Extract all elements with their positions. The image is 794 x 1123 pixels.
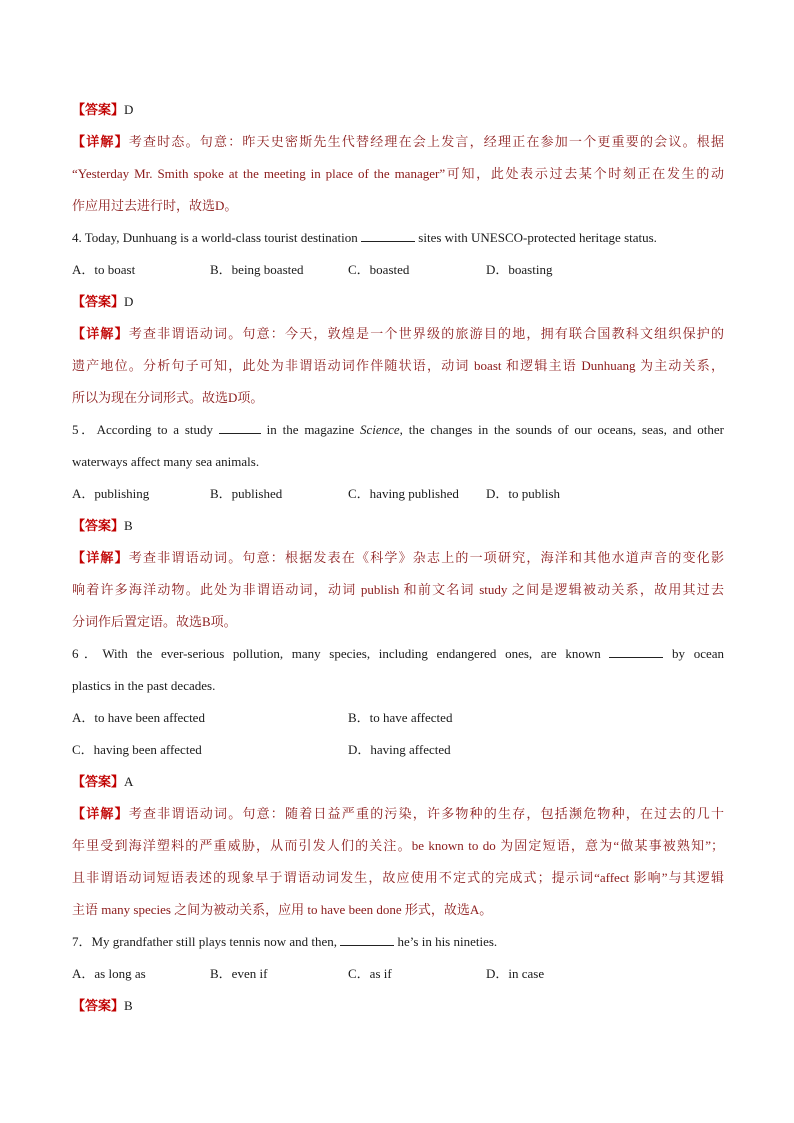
question-stem <box>72 222 724 254</box>
detail-label: 【详解】 <box>72 550 129 565</box>
stem-text: waterways affect many sea animals. <box>72 454 260 469</box>
question-stem-cont <box>72 670 724 702</box>
detail-line <box>72 798 724 830</box>
detail-line <box>72 126 724 158</box>
stem-text: 7．My grandfather still plays tennis now and then, <box>72 934 341 949</box>
option-b[interactable]: B．published <box>210 486 283 501</box>
option-d[interactable]: D．having affected <box>348 742 451 757</box>
answer-label: 【答案】 <box>72 518 125 533</box>
detail-text: 分词作后置定语。故选B项。 <box>72 614 237 629</box>
answer-line <box>72 766 724 798</box>
detail-label: 【详解】 <box>72 326 129 341</box>
option-a[interactable]: A．publishing <box>72 486 150 501</box>
detail-line <box>72 318 724 350</box>
option-c[interactable]: C．having published <box>348 486 459 501</box>
option-a[interactable]: A．to have been affected <box>72 710 205 725</box>
detail-text: 所以为现在分词形式。故选D项。 <box>72 390 264 405</box>
detail-text: 考查非谓语动词。句意：今天，敦煌是一个世界级的旅游目的地，拥有联合国教科文组织保护的 <box>128 326 724 341</box>
answer-label: 【答案】 <box>72 102 125 117</box>
detail-line <box>72 382 724 414</box>
detail-quote: “Yesterday Mr. Smith spoke at the meeting in place of the manager” <box>72 166 446 181</box>
option-b[interactable]: B．to have affected <box>348 710 453 725</box>
options-row <box>72 734 724 766</box>
answer-label: 【答案】 <box>72 998 125 1013</box>
detail-line <box>72 190 724 222</box>
answer-line <box>72 510 724 542</box>
options-row <box>72 478 724 510</box>
answer-label: 【答案】 <box>72 294 125 309</box>
stem-text: 4. Today, Dunhuang is a world-class tourist destination <box>72 230 362 245</box>
detail-text: 主语 many species 之间为被动关系，应用 to have been done 形式，故选A。 <box>72 902 493 917</box>
option-d[interactable]: D．boasting <box>486 262 553 277</box>
stem-text: sites with UNESCO-protected heritage status. <box>415 230 657 245</box>
answer-value: D <box>124 294 134 309</box>
option-a[interactable]: A．to boast <box>72 262 136 277</box>
question-stem <box>72 926 724 958</box>
detail-text: 遗产地位。分析句子可知，此处为非谓语动词作伴随状语，动词 boast 和逻辑主语 Dunhuang 为主动关系， <box>72 358 724 373</box>
detail-text: 考查非谓语动词。句意：随着日益严重的污染，许多物种的生存，包括濒危物种，在过去的几十 <box>128 806 724 821</box>
stem-text: in the magazine <box>260 422 360 437</box>
detail-line <box>72 542 724 574</box>
detail-line <box>72 574 724 606</box>
stem-italic: Science <box>359 422 400 437</box>
options-row <box>72 958 724 990</box>
detail-text: 作应用过去进行时，故选D。 <box>72 198 238 213</box>
options-row <box>72 254 724 286</box>
document-page <box>72 94 724 1022</box>
detail-line <box>72 894 724 926</box>
answer-label: 【答案】 <box>72 774 125 789</box>
option-c[interactable]: C．as if <box>348 966 392 981</box>
detail-label: 【详解】 <box>72 134 129 149</box>
detail-text: 响着许多海洋动物。此处为非谓语动词，动词 publish 和前文名词 study 之间是逻辑被动关系，故用其过去 <box>72 582 724 597</box>
detail-line <box>72 862 724 894</box>
answer-value: D <box>124 102 134 117</box>
option-d[interactable]: D．in case <box>486 966 545 981</box>
detail-text: 可知，此处表示过去某个时刻正在发生的动 <box>445 166 724 181</box>
detail-text: 年里受到海洋塑料的严重威胁，从而引发人们的关注。be known to do 为固定短语，意为“做某事被熟知”； <box>72 838 724 853</box>
answer-blank <box>219 419 261 434</box>
option-d[interactable]: D．to publish <box>486 486 561 501</box>
question-stem <box>72 638 724 670</box>
stem-text: by ocean <box>663 646 724 661</box>
detail-line <box>72 606 724 638</box>
answer-blank <box>361 227 415 242</box>
option-a[interactable]: A．as long as <box>72 966 146 981</box>
detail-line <box>72 350 724 382</box>
detail-text: 考查时态。句意：昨天史密斯先生代替经理在会上发言，经理正在参加一个更重要的会议。根据 <box>128 134 724 149</box>
answer-value: B <box>124 518 133 533</box>
stem-text: he’s in his nineties. <box>394 934 498 949</box>
answer-blank <box>340 931 394 946</box>
stem-text: plastics in the past decades. <box>72 678 216 693</box>
detail-line <box>72 158 724 190</box>
answer-line <box>72 286 724 318</box>
stem-text: 6．With the ever-serious pollution, many species, including endangered ones, are known <box>72 646 610 661</box>
option-b[interactable]: B．even if <box>210 966 268 981</box>
option-c[interactable]: C．having been affected <box>72 742 202 757</box>
answer-line <box>72 990 724 1022</box>
answer-blank <box>609 643 663 658</box>
question-stem-cont <box>72 446 724 478</box>
stem-text: , the changes in the sounds of our oceans, seas, and other <box>399 422 724 437</box>
detail-label: 【详解】 <box>72 806 129 821</box>
detail-text: 且非谓语动词短语表述的现象早于谓语动词发生，故应使用不定式的完成式；提示词“affect 影响”与其逻辑 <box>72 870 724 885</box>
answer-value: A <box>124 774 134 789</box>
stem-text: 5．According to a study <box>72 422 219 437</box>
detail-line <box>72 830 724 862</box>
detail-text: 考查非谓语动词。句意：根据发表在《科学》杂志上的一项研究，海洋和其他水道声音的变化影 <box>128 550 724 565</box>
option-c[interactable]: C．boasted <box>348 262 410 277</box>
answer-line <box>72 94 724 126</box>
question-stem <box>72 414 724 446</box>
options-row <box>72 702 724 734</box>
answer-value: B <box>124 998 133 1013</box>
option-b[interactable]: B．being boasted <box>210 262 304 277</box>
